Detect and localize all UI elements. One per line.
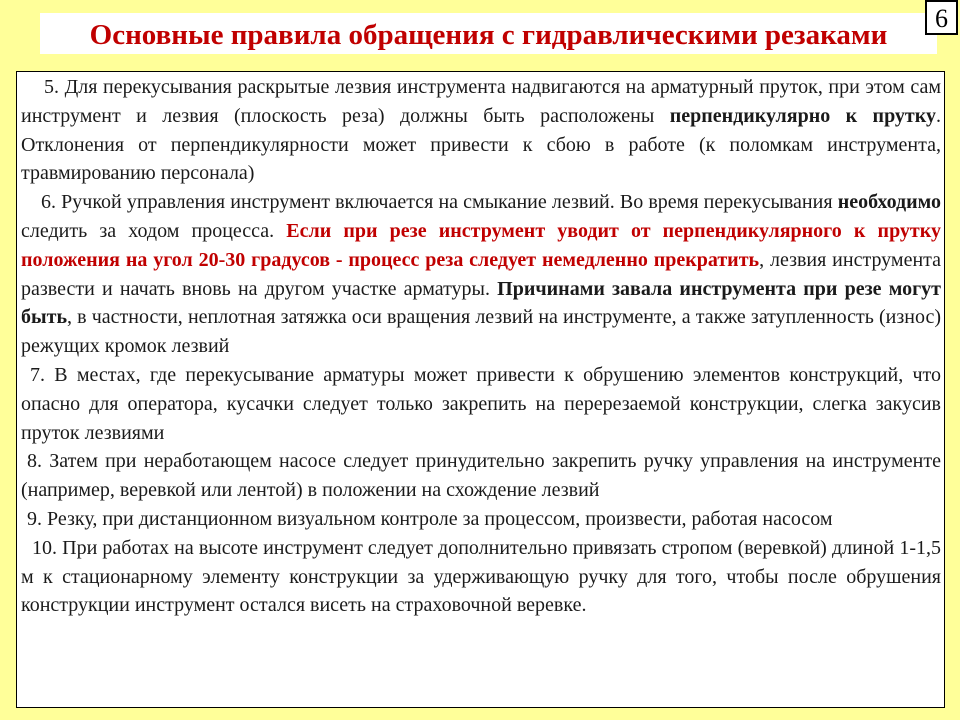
rule-6-text-1: 6. Ручкой управления инструмент включается на смыкание лезвий. Во время перекусывания — [41, 191, 838, 214]
rule-6-paragraph — [21, 188, 941, 361]
rule-5-text-2: . Отклонения от перпендикулярности может привести к сбою в работе (к поломкам инструмента, травмированию персонала) — [21, 104, 941, 185]
rule-10-paragraph: 10. При работах на высоте инструмент следует дополнительно привязать стропом (веревкой) длиной 1-1,5 м к стационарному элементу конструкции за удерживающую ручку для того, чтобы после обрушения конструкции инструмент остался висеть на страховочной веревке. — [21, 536, 941, 617]
rule-5-bold-1: перпендикулярно к прутку — [669, 104, 936, 127]
title-banner — [40, 13, 937, 54]
rule-7-paragraph: 7. В местах, где перекусывание арматуры может привести к обрушению элементов конструкций, что опасно для оператора, кусачки следует только закрепить на перерезаемой конструкции, слегка закусив пруток лезвиями — [21, 363, 941, 444]
rule-5-paragraph — [21, 73, 941, 188]
rule-5-text-1: 5. Для перекусывания раскрытые лезвия инструмента надвигаются на арматурный пруток, при этом сам инструмент и лезвия (плоскость реза) должны быть расположены — [21, 76, 941, 127]
rule-6-text-2: следить за ходом процесса. — [21, 219, 287, 242]
rule-6-bold-2: Причинами завала инструмента при резе могут быть — [21, 277, 941, 329]
rules-text-box — [16, 71, 945, 708]
rule-6-warning: Если при резе инструмент уводит от перпендикулярного к прутку положения на угол 20-30 градусов - процесс реза следует немедленно прекратить — [21, 219, 941, 271]
rule-9-paragraph: 9. Резку, при дистанционном визуальном контроле за процессом, произвести, работая насосом — [27, 507, 833, 530]
page-number: 6 — [925, 0, 958, 35]
rule-6-text-3: , лезвия инструмента развести и начать вновь на другом участке арматуры. — [21, 248, 942, 300]
rule-6-bold-1: необходимо — [837, 191, 941, 214]
slide-title: Основные правила обращения с гидравлическими резаками — [89, 19, 888, 51]
rule-6-text-4: , в частности, неплотная затяжка оси вращения лезвий на инструменте, а также затупленность (износ) режущих кромок лезвий — [21, 306, 941, 358]
rule-8-paragraph: 8. Затем при неработающем насосе следует принудительно закрепить ручку управления на инструменте (например, веревкой или лентой) в положении на схождение лезвий — [21, 450, 941, 502]
